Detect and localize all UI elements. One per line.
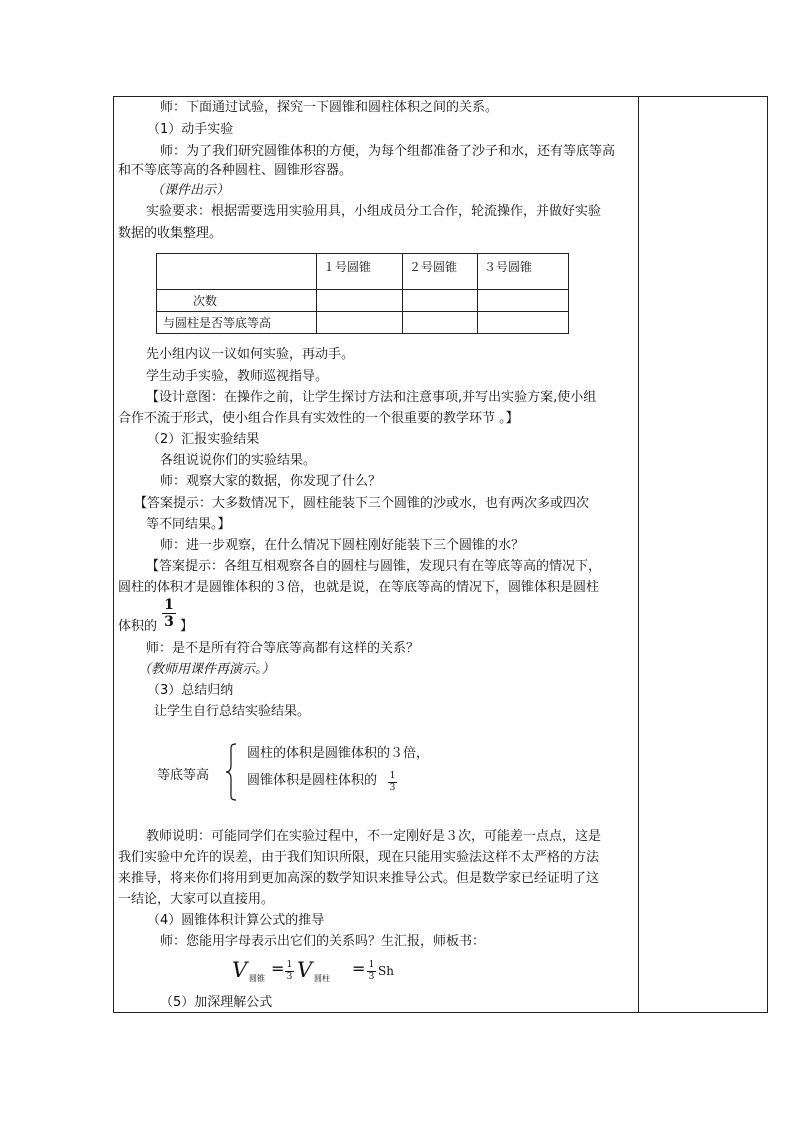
text-line: 各组说说你们的实验结果。 bbox=[160, 453, 317, 468]
text-line: 等不同结果。】 bbox=[146, 517, 231, 532]
text-line: 师：是不是所有符合等底等高都有这样的关系？ bbox=[146, 641, 420, 656]
section-heading: （2）汇报实验结果 bbox=[147, 432, 260, 447]
formula-subscript: 圆锥 bbox=[249, 974, 265, 983]
text-line: （教师用课件再演示。） bbox=[138, 662, 275, 677]
fraction-one-third bbox=[367, 960, 376, 983]
fraction-denominator: 3 bbox=[368, 972, 375, 982]
text-line: 体积的 bbox=[118, 619, 158, 634]
column-divider bbox=[638, 96, 639, 1013]
text-line: 圆柱的体积才是圆锥体积的３倍，也就是说，在等底等高的情况下，圆锥体积是圆柱 bbox=[118, 580, 600, 595]
curly-brace-icon bbox=[224, 743, 238, 801]
formula-variable: V bbox=[232, 958, 248, 982]
fraction-one-third bbox=[388, 771, 397, 794]
table-cell bbox=[478, 312, 569, 334]
formula-variable: V bbox=[297, 958, 313, 982]
text-line: 先小组内议一议如何实验，再动手。 bbox=[146, 347, 355, 362]
fraction-denominator: 3 bbox=[162, 613, 176, 630]
fraction-one-third bbox=[162, 597, 176, 630]
text-line: 教师说明：可能同学们在实验过程中，不一定刚好是３次，可能差一点点，这是 bbox=[146, 829, 602, 844]
text-line: 】 bbox=[180, 619, 194, 634]
text-line: 让学生自行总结实验结果。 bbox=[154, 704, 311, 719]
text-line: 我们实验中允许的误差，由于我们知识所限，现在只能用实验法这样不太严格的方法 bbox=[118, 850, 600, 865]
section-heading: （1）动手实验 bbox=[147, 122, 234, 137]
fraction-numerator: 1 bbox=[286, 960, 293, 970]
table-cell bbox=[317, 312, 403, 334]
table-header-row bbox=[157, 254, 569, 290]
fraction-numerator: 1 bbox=[164, 597, 174, 613]
table-header-cell: ２号圆锥 bbox=[403, 254, 478, 290]
fraction-one-third bbox=[285, 960, 294, 983]
text-line: 【设计意图：在操作之前，让学生探讨方法和注意事项,并写出实验方案,使小组 bbox=[146, 390, 597, 405]
summary-line: 圆锥体积是圆柱体积的 bbox=[247, 773, 378, 788]
text-line: 合作不流于形式，使小组合作具有实效性的一个很重要的教学环节 。】 bbox=[118, 411, 519, 426]
table-header-cell: ３号圆锥 bbox=[478, 254, 569, 290]
text-line: （课件出示） bbox=[151, 183, 230, 198]
summary-label: 等底等高 bbox=[157, 768, 210, 783]
fraction-denominator: 3 bbox=[286, 972, 293, 982]
formula-equals: = bbox=[352, 959, 366, 978]
table-cell: 与圆柱是否等底等高 bbox=[157, 312, 317, 334]
table-row bbox=[157, 290, 569, 312]
section-heading: （3）总结归纳 bbox=[147, 683, 234, 698]
text-line: 实验要求：根据需要选用实验用具，小组成员分工合作，轮流操作，并做好实验 bbox=[146, 204, 602, 219]
table-cell: 次数 bbox=[157, 290, 317, 312]
text-line: 师：为了我们研究圆锥体积的方便，为每个组都准备了沙子和水，还有等底等高 bbox=[160, 144, 616, 159]
text-line: 师：进一步观察，在什么情况下圆柱刚好能装下三个圆锥的水？ bbox=[160, 538, 525, 553]
table-cell bbox=[403, 290, 478, 312]
text-line: 学生动手实验，教师巡视指导。 bbox=[146, 369, 329, 384]
text-line: 师：观察大家的数据，你发现了什么？ bbox=[160, 474, 382, 489]
text-line: 来推导，将来你们将用到更加高深的数学知识来推导公式。但是数学家已经证明了这 bbox=[118, 871, 600, 886]
text-line: 一结论，大家可以直接用。 bbox=[118, 892, 275, 907]
table-cell bbox=[317, 290, 403, 312]
formula-sh: Sh bbox=[378, 964, 394, 978]
table-header-cell: １号圆锥 bbox=[317, 254, 403, 290]
section-heading: （5）加深理解公式 bbox=[160, 995, 273, 1010]
text-line: 【答案提示：各组互相观察各自的圆柱与圆锥，发现只有在等底等高的情况下， bbox=[146, 559, 602, 574]
text-line: 师：您能用字母表示出它们的关系吗？生汇报，师板书： bbox=[160, 934, 486, 949]
text-line: 数据的收集整理。 bbox=[118, 226, 223, 241]
fraction-numerator: 1 bbox=[368, 960, 375, 970]
table-row bbox=[157, 312, 569, 334]
experiment-table bbox=[156, 253, 569, 334]
table-cell bbox=[478, 290, 569, 312]
fraction-numerator: 1 bbox=[389, 771, 396, 781]
formula-equals: = bbox=[271, 959, 285, 978]
summary-line: 圆柱的体积是圆锥体积的３倍， bbox=[247, 746, 430, 761]
text-line: 【答案提示：大多数情况下，圆柱能装下三个圆锥的沙或水，也有两次多或四次 bbox=[134, 496, 590, 511]
section-heading: （4）圆锥体积计算公式的推导 bbox=[147, 913, 325, 928]
table-cell bbox=[157, 254, 317, 290]
fraction-denominator: 3 bbox=[389, 783, 396, 793]
text-line: 师：下面通过试验，探究一下圆锥和圆柱体积之间的关系。 bbox=[160, 100, 499, 115]
table-cell bbox=[403, 312, 478, 334]
text-line: 和不等底等高的各种圆柱、圆锥形容器。 bbox=[118, 163, 353, 178]
formula-subscript: 圆柱 bbox=[314, 974, 330, 983]
